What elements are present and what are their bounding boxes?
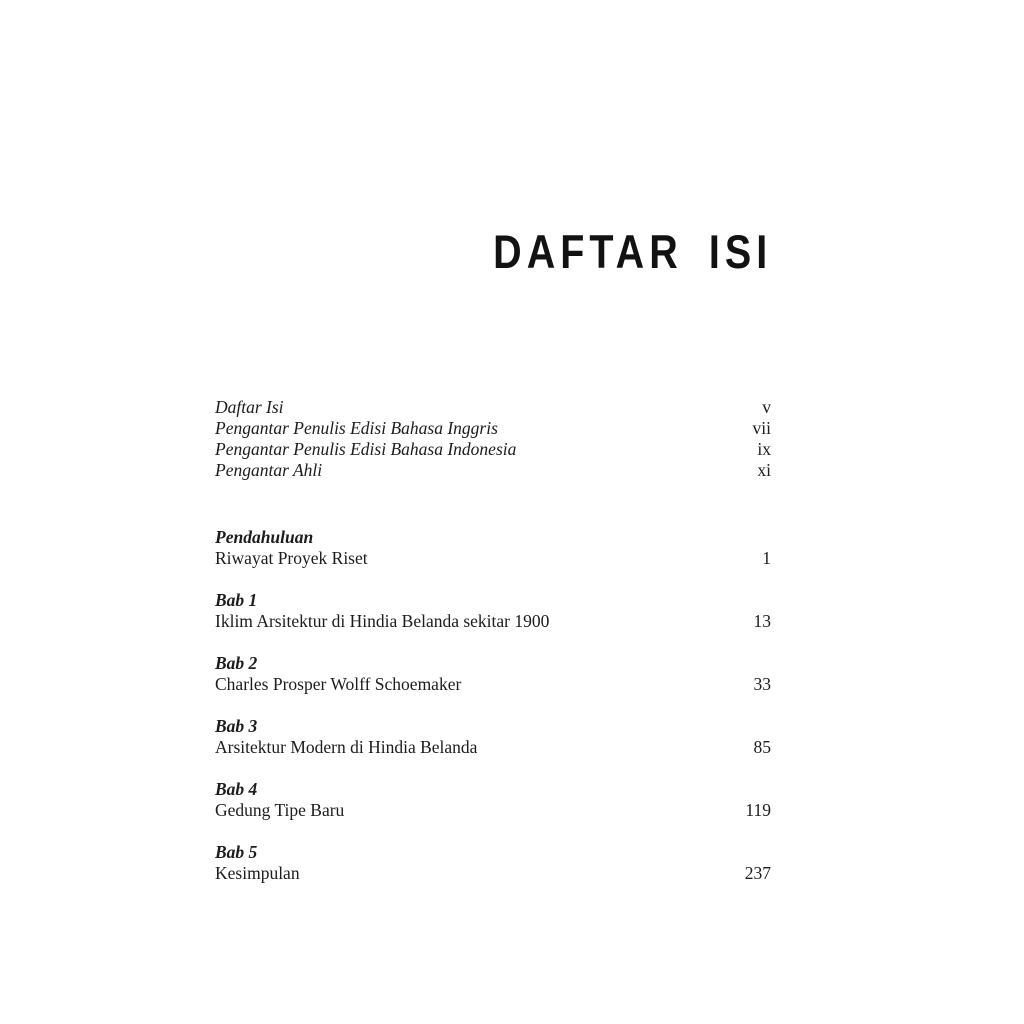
toc-section: [215, 590, 771, 632]
section-heading: Bab 2: [215, 653, 258, 673]
page-number: 237: [744, 863, 771, 883]
page-number: v: [762, 397, 771, 417]
section-title: Iklim Arsitektur di Hindia Belanda sekitar 1900: [215, 611, 550, 631]
toc-section: [215, 842, 771, 884]
page-number: 13: [753, 611, 771, 631]
section-heading: Pendahuluan: [215, 527, 314, 547]
page-number: xi: [757, 460, 771, 480]
front-matter-row: [215, 460, 771, 481]
section-title: Kesimpulan: [215, 863, 300, 883]
front-matter-label: Pengantar Penulis Edisi Bahasa Indonesia: [215, 439, 517, 459]
section-title: Gedung Tipe Baru: [215, 800, 345, 820]
front-matter-label: Pengantar Ahli: [215, 460, 323, 480]
section-heading: Bab 4: [215, 779, 258, 799]
toc-section: [215, 779, 771, 821]
front-matter-label: Pengantar Penulis Edisi Bahasa Inggris: [215, 418, 498, 438]
section-title: Arsitektur Modern di Hindia Belanda: [215, 737, 478, 757]
section-title-row: [215, 548, 771, 569]
page-number: vii: [752, 418, 771, 438]
section-title-row: [215, 611, 771, 632]
page-title: DAFTAR ISI: [492, 225, 772, 278]
front-matter-row: [215, 439, 771, 460]
section-title-row: [215, 863, 771, 884]
section-heading: Bab 5: [215, 842, 258, 862]
section-title: Riwayat Proyek Riset: [215, 548, 368, 568]
section-title-row: [215, 737, 771, 758]
page-number: 119: [745, 800, 771, 820]
section-heading: Bab 3: [215, 716, 258, 736]
page-number: ix: [757, 439, 771, 459]
front-matter-row: [215, 397, 771, 418]
section-title-row: [215, 800, 771, 821]
page-number: 33: [753, 674, 771, 694]
front-matter-list: [215, 397, 771, 481]
page-number: 85: [753, 737, 771, 757]
section-heading: Bab 1: [215, 590, 258, 610]
section-title-row: [215, 674, 771, 695]
front-matter-label: Daftar Isi: [215, 397, 284, 417]
toc-section: [215, 527, 771, 569]
table-of-contents: [215, 397, 771, 884]
toc-section: [215, 716, 771, 758]
page-number: 1: [762, 548, 771, 568]
chapter-list: [215, 527, 771, 884]
toc-section: [215, 653, 771, 695]
section-title: Charles Prosper Wolff Schoemaker: [215, 674, 462, 694]
front-matter-row: [215, 418, 771, 439]
